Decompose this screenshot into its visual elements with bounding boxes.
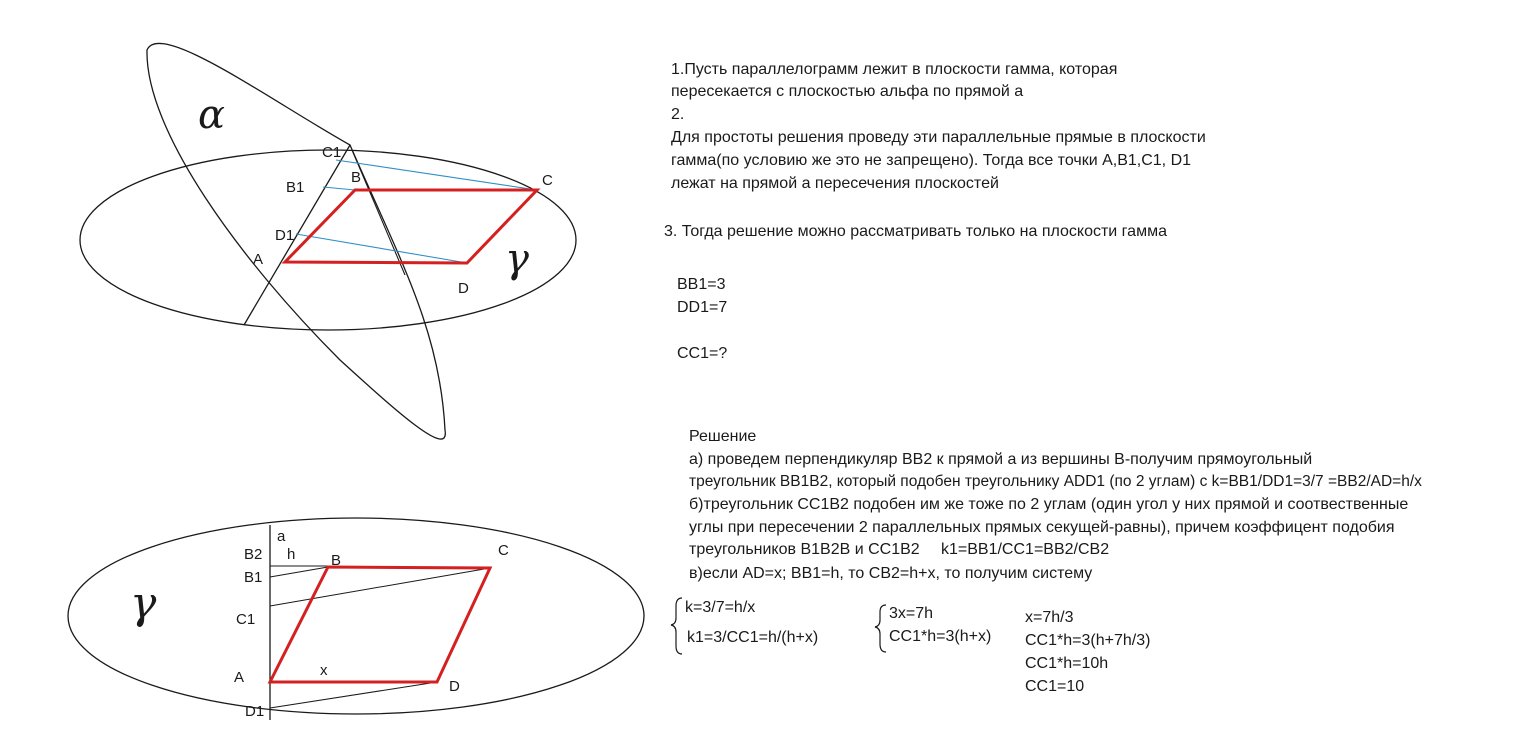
label-c1-top: C1 — [322, 144, 342, 161]
result-x: x=7h/3 — [1025, 609, 1074, 626]
system2-eq1: 3x=7h — [889, 605, 934, 622]
step2-line3: лежат на прямой а пересечения плоскостей — [671, 175, 999, 192]
parallelogram-abcd-bottom — [270, 567, 490, 682]
solution-a-line2: треугольник BB1B2, который подобен треугольнику ADD1 (по 2 углам) с k=BB1/DD1=3/7 =BB2/AD=h/x — [689, 473, 1422, 490]
step3: 3. Тогда решение можно рассматривать только на плоскости гамма — [664, 223, 1167, 240]
parallel-bb1 — [323, 187, 355, 190]
result-cc1h-expand: CC1*h=3(h+7h/3) — [1025, 632, 1151, 649]
segment-cc1 — [270, 568, 490, 606]
plane-alpha-outline — [147, 43, 445, 439]
label-a-bottom: A — [234, 669, 245, 686]
label-d1-bottom: D1 — [245, 703, 265, 720]
system2-eq2: CC1*h=3(h+x) — [889, 628, 992, 645]
plane-gamma-ellipse — [80, 150, 576, 330]
gamma-glyph-top: γ — [505, 236, 529, 282]
segment-dd1 — [270, 682, 437, 708]
system1-eq2: k1=3/CC1=h/(h+x) — [687, 629, 819, 646]
label-b1-top: B1 — [286, 179, 305, 196]
solution-a-line1: а) проведем перпендикуляр BB2 к прямой а из вершины B-получим прямоугольный — [689, 451, 1313, 468]
given-cc1: CC1=? — [677, 345, 728, 362]
label-d1-top: D1 — [275, 227, 295, 244]
solution-b-line2: углы при пересечении 2 параллельных прямых секущей-равны), причем коэффицент подобия — [689, 519, 1395, 536]
gamma-glyph-bottom: γ — [130, 578, 157, 629]
label-d-bottom: D — [449, 678, 460, 695]
label-b1-bottom: B1 — [244, 569, 263, 586]
step2-line1: Для простоты решения проведу эти параллельные прямые в плоскости — [671, 129, 1206, 146]
solution-b-line1: б)треугольник CC1B2 подобен им же тоже по 2 углам (один угол у них прямой и соотвественные — [689, 496, 1409, 513]
parallel-cc1 — [336, 160, 537, 190]
system-brace-2 — [875, 605, 886, 652]
result-cc1h: CC1*h=10h — [1025, 655, 1109, 672]
system1-eq1: k=3/7=h/x — [685, 599, 756, 616]
step1-line2: пересекается с плоскостью альфа по прямой а — [671, 83, 1024, 100]
alpha-glyph: α — [198, 92, 226, 138]
result-cc1: CC1=10 — [1025, 678, 1085, 695]
intersection-line-a — [244, 145, 350, 325]
parallelogram-abcd-top — [285, 190, 537, 263]
label-c1-bottom: C1 — [236, 611, 256, 628]
solution-b-line3a: треугольников B1B2B и CC1B2 — [689, 541, 920, 558]
solution-b-line3b: k1=BB1/CC1=BB2/CB2 — [941, 541, 1110, 558]
label-c-top: C — [542, 172, 553, 189]
step2-line2: гамма(по условию же это не запрещено). Тогда все точки A,B1,C1, D1 — [671, 152, 1192, 169]
label-c-bottom: C — [498, 542, 509, 559]
parallel-dd1 — [296, 234, 467, 263]
step1-line1: 1.Пусть параллелограмм лежит в плоскости гамма, которая — [671, 61, 1118, 78]
system-brace-1 — [671, 598, 682, 654]
label-x: x — [320, 662, 328, 679]
bottom-diagram — [68, 518, 644, 720]
label-h: h — [287, 546, 296, 563]
top-diagram — [80, 43, 576, 439]
label-a-top: A — [253, 251, 264, 268]
label-b-top: B — [351, 169, 362, 186]
label-d-top: D — [458, 280, 469, 297]
given-bb1: BB1=3 — [677, 276, 726, 293]
step2-number: 2. — [671, 106, 685, 123]
solution-title: Решение — [689, 428, 757, 445]
segment-bb1 — [270, 567, 328, 577]
given-dd1: DD1=7 — [677, 299, 728, 316]
solution-c: в)если AD=x; BB1=h, то CB2=h+x, то получим систему — [689, 565, 1093, 582]
label-a-line: a — [277, 528, 286, 545]
label-b-bottom: B — [331, 552, 342, 569]
label-b2: B2 — [244, 546, 263, 563]
